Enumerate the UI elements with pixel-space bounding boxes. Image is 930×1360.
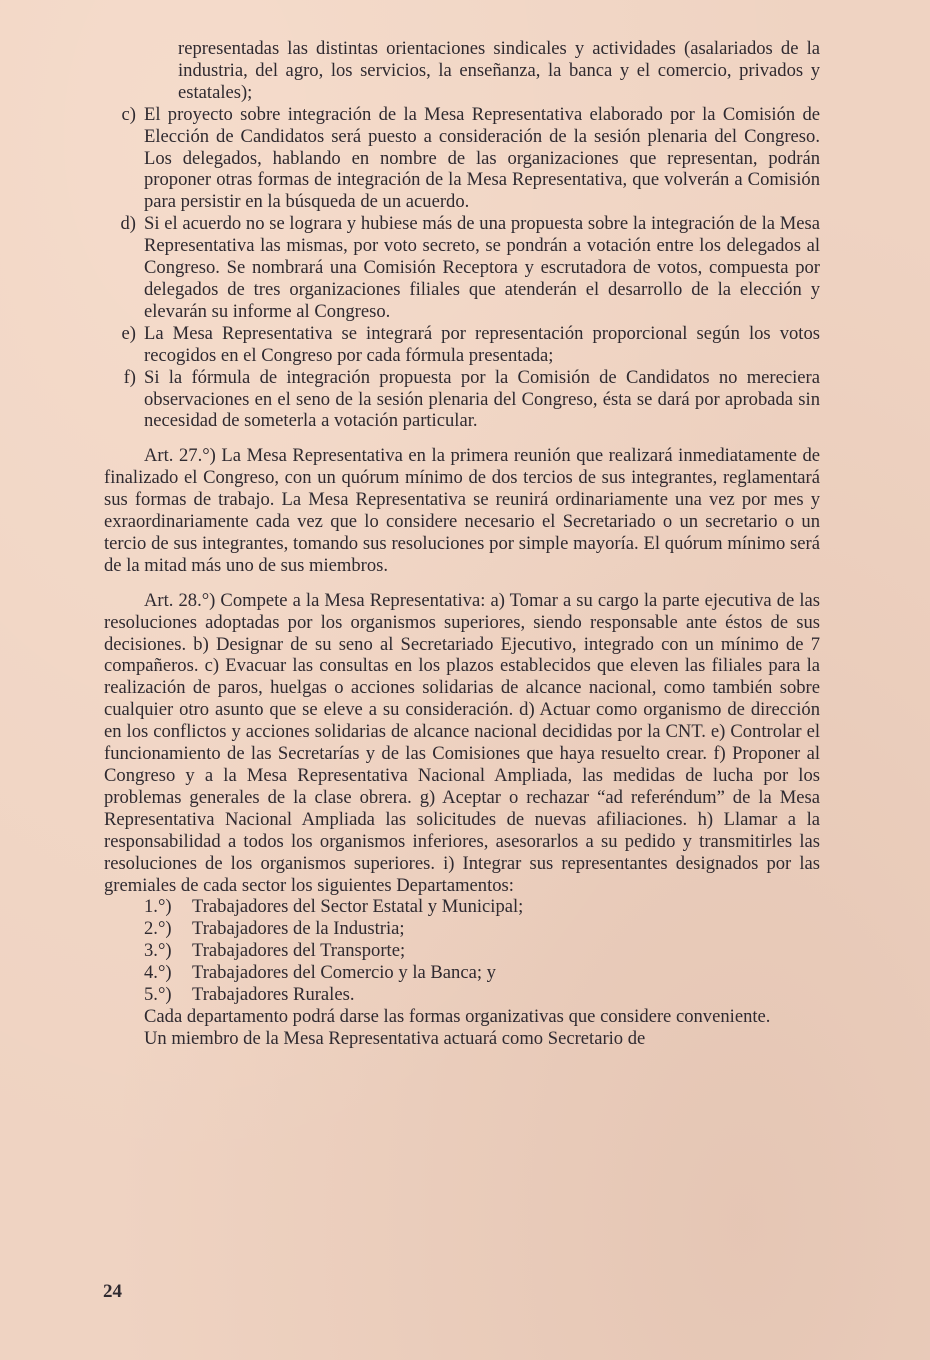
list-item-number: 5.°) xyxy=(144,984,172,1006)
list-item xyxy=(104,918,820,940)
clause-f xyxy=(104,367,820,433)
clause-c xyxy=(104,104,820,214)
list-item-number: 2.°) xyxy=(144,918,172,940)
list-item-text: Trabajadores de la Industria; xyxy=(192,918,405,940)
page-number: 24 xyxy=(103,1281,122,1302)
clause-text: El proyecto sobre integración de la Mesa Representativa elaborado por la Comisión de Elección de Candidatos será puesto a consideración de la sesión plenaria del Congreso. Los delegados, hablando en nombre de las organizaciones que representan, podrán proponer otras formas de integración de la Mesa Representativa, que volverán a Comisión para persistir en la búsqueda de un acuerdo. xyxy=(144,103,820,213)
list-item xyxy=(104,962,820,984)
departments-list xyxy=(104,896,820,1006)
article-28: Art. 28.°) Compete a la Mesa Representativa: a) Tomar a su cargo la parte ejecutiva de las resoluciones adoptadas por los organismos superiores, siendo responsable ante éstos de sus decisiones. b) Designar de su seno al Secretariado Ejecutivo, integrado con un mínimo de 7 compañeros. c) Evacuar las consultas en los plazos establecidos que eleven las filiales para la realización de paros, huelgas o acciones solidarias de alcance nacional, como también sobre cualquier otro asunto que se eleve a su consideración. d) Actuar como organismo de dirección en los conflictos y acciones solidarias de alcance nacional decididas por la CNT. e) Controlar el funcionamiento de las Secretarías y de las Comisiones que haya resuelto crear. f) Proponer al Congreso y a la Mesa Representativa Nacional Ampliada, las medidas de lucha por los problemas generales de la clase obrera. g) Aceptar o rechazar “ad referéndum” de la Mesa Representativa Nacional Ampliada las solicitudes de nuevas afiliaciones. h) Llamar a la responsabilidad a todos los organismos inferiores, asesorarlos a su pedido y transmitirles las resoluciones de los organismos superiores. i) Integrar sus representantes designados por las gremiales de cada sector los siguientes Departamentos: xyxy=(104,589,820,896)
clause-letter: d) xyxy=(120,213,136,235)
clause-letter: e) xyxy=(121,322,136,344)
list-item-number: 3.°) xyxy=(144,940,172,962)
clause-text: La Mesa Representativa se integrará por representación proporcional según los votos recogidos en el Congreso por cada fórmula presentada; xyxy=(144,322,820,366)
list-item xyxy=(104,984,820,1006)
clause-d xyxy=(104,213,820,323)
list-item-number: 1.°) xyxy=(144,896,172,918)
list-item xyxy=(104,940,820,962)
clause-text: Si el acuerdo no se lograra y hubiese más de una propuesta sobre la integración de la Mesa Representativa las mismas, por voto secreto, se pondrán a votación entre los delegados al Congreso. Se nombrará una Comisión Receptora y escrutadora de votos, compuesta por delegados de tres organizaciones filiales que atenderán el desarrollo de la elección y elevarán su informe al Congreso. xyxy=(144,213,820,322)
clause-e xyxy=(104,323,820,367)
list-item-text: Trabajadores del Sector Estatal y Municipal; xyxy=(192,896,524,918)
list-item-number: 4.°) xyxy=(144,962,172,984)
list-item-text: Trabajadores del Transporte; xyxy=(192,940,406,962)
list-item-text: Trabajadores del Comercio y la Banca; y xyxy=(192,962,496,984)
closing-paragraph-1: Cada departamento podrá darse las formas organizativas que considere conveniente. xyxy=(144,1005,771,1027)
list-item xyxy=(104,896,820,918)
clause-letter: c) xyxy=(121,103,136,125)
clause-b-continuation: representadas las distintas orientaciones sindicales y actividades (asalariados de la industria, del agro, los servicios, la enseñanza, la banca y el comercio, privados y estatales); xyxy=(178,38,820,103)
clause-text: Si la fórmula de integración propuesta por la Comisión de Candidatos no mereciera observaciones en el seno de la sesión plenaria del Congreso, ésta se dará por aprobada sin necesidad de someterla a votación particular. xyxy=(144,366,820,432)
page-body xyxy=(104,38,820,1050)
article-27: Art. 27.°) La Mesa Representativa en la primera reunión que realizará inmediatamente de finalizado el Congreso, con un quórum mínimo de dos tercios de sus integrantes, reglamentará sus formas de trabajo. La Mesa Representativa se reunirá ordinariamente una vez por mes y exraordinariamente cada vez que lo considere necesario el Secretariado o un secretario o un tercio de sus integrantes, tomando sus resoluciones por simple mayoría. El quórum mínimo será de la mitad más uno de sus miembros. xyxy=(104,445,820,576)
list-item-text: Trabajadores Rurales. xyxy=(192,984,355,1006)
closing-paragraph-2: Un miembro de la Mesa Representativa actuará como Secretario de xyxy=(144,1027,646,1049)
clause-letter: f) xyxy=(123,366,136,388)
